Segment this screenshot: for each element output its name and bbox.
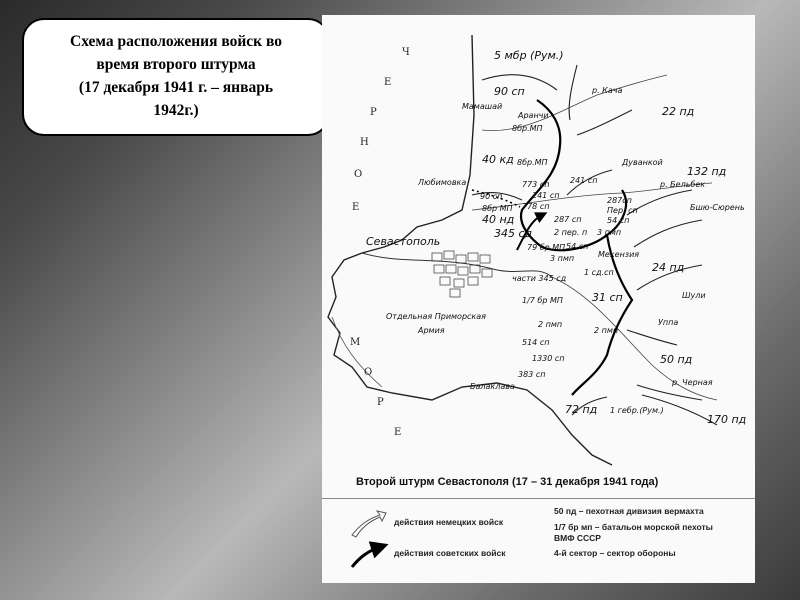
label-241sp-b: 241 сп (532, 191, 560, 200)
label-50pd: 50 пд (660, 353, 693, 366)
label-17brmp: 1/7 бр МП (522, 296, 563, 305)
label-3pmp-a: 3 пмп (597, 228, 622, 237)
label-balaklava: Балаклава (470, 382, 515, 391)
label-24pd: 24 пд (652, 261, 685, 274)
label-773sp: 773 сп (522, 180, 550, 189)
callout-line-3: (17 декабря 1941 г. – январь (78, 79, 274, 96)
label-1sd: 1 сд.сп (584, 268, 614, 277)
sea-letter: Р (377, 397, 384, 408)
german-arrow-icon (352, 511, 386, 537)
label-72pd: 72 пд (565, 403, 598, 416)
label-5mbr: 5 мбр (Рум.) (494, 49, 564, 62)
legend-note-2: 1/7 бр мп – батальон морской пехоты ВМФ СССР (554, 522, 713, 543)
label-uppa: Уппа (658, 318, 679, 327)
label-1gebr: 1 гебр.(Рум.) (610, 406, 664, 415)
sea-label-black (352, 47, 410, 213)
legend-note-1: 50 пд – пехотная дивизия вермахта (554, 506, 704, 516)
label-54sp-b: 54 сп (566, 242, 589, 251)
label-287sp-b: 287 сп (554, 215, 582, 224)
label-2pmp-a: 2 пмп (538, 320, 563, 329)
label-54sp-a: 54 сп (607, 216, 630, 225)
label-aranchi: Аранчи (518, 111, 549, 120)
label-383sp: 383 сп (518, 370, 546, 379)
label-army-1: Отдельная Приморская (386, 312, 486, 321)
label-345sd-a: 345 сд (494, 227, 533, 240)
label-8brmp-b: 8бр.МП (517, 158, 548, 167)
german-attack-arrows (472, 65, 717, 425)
legend-divider (322, 498, 755, 499)
label-shuli: Шули (682, 291, 706, 300)
label-chasti-345: части 345 сд (512, 274, 567, 283)
sea-letter: М (350, 337, 361, 348)
sea-letter: Е (394, 427, 402, 438)
callout-line-2: время второго штурма (96, 56, 256, 73)
sea-letter: Ч (402, 47, 410, 58)
label-r-belbek: р. Бельбек (660, 180, 706, 189)
label-287sp-a: 287сп (607, 196, 632, 205)
label-778sp: 778 сп (522, 202, 550, 211)
label-8brmp-c: 8бр МП (482, 204, 513, 213)
legend-title: Второй штурм Севастополя (17 – 31 декабря 1941 года) (356, 476, 659, 488)
city-blocks (432, 251, 492, 297)
title-callout (22, 18, 330, 136)
label-3pmp-b: 3 пмп (550, 254, 575, 263)
label-40nd: 40 нд (482, 213, 515, 226)
label-mekenzia: Мекензия (598, 250, 640, 259)
label-bsyuren: Бшю-Сюрень (690, 203, 745, 212)
callout-line-1: Схема расположения войск во (70, 33, 282, 50)
label-40kd: 40 кд (482, 153, 514, 166)
callout-line-4: 1942г.) (153, 102, 199, 119)
label-90sp: 90 сп (494, 85, 525, 98)
label-2pmp-b: 2 пмп (594, 326, 619, 335)
label-lyubimovka: Любимовка (418, 178, 467, 187)
label-army-2: Армия (418, 326, 445, 335)
label-1330sp: 1330 сп (532, 354, 565, 363)
south-coast (332, 317, 382, 387)
label-90sp-b: 90 сп (480, 192, 503, 201)
label-31sp: 31 сп (592, 291, 623, 304)
label-mamashai: Мамашай (462, 102, 503, 111)
sea-label-more (350, 337, 401, 438)
legend-german: действия немецких войск (394, 517, 504, 527)
label-132pd: 132 пд (687, 165, 727, 178)
label-r-kacha: р. Кача (592, 86, 623, 95)
sea-letter: Р (370, 107, 377, 118)
sea-letter: О (364, 367, 373, 378)
soviet-arrow-icon (352, 547, 380, 567)
label-79brmp: 79 бр МП (527, 243, 566, 252)
sea-letter: Е (384, 77, 392, 88)
battle-map (322, 15, 755, 583)
sea-letter: Н (360, 137, 369, 148)
river-kacha (482, 75, 667, 131)
label-r-chernaya: р. Черная (672, 378, 713, 387)
map-labels (366, 49, 746, 426)
label-8brmp-a: 8бр.МП (512, 124, 543, 133)
label-514sp: 514 сп (522, 338, 550, 347)
sea-letter: О (354, 169, 363, 180)
label-2per: 2 пер. п (554, 228, 588, 237)
label-sevastopol: Севастополь (366, 235, 441, 248)
label-22pd: 22 пд (662, 105, 695, 118)
label-duvankoi: Дуванкой (622, 158, 663, 167)
sea-letter: Е (352, 202, 360, 213)
legend-note-3: 4-й сектор – сектор обороны (554, 548, 676, 558)
label-per-sp: Пер. сп (607, 206, 638, 215)
label-241sp-a: 241 сп (570, 176, 598, 185)
label-170pd: 170 пд (707, 413, 747, 426)
legend-soviet: действия советских войск (394, 548, 506, 558)
